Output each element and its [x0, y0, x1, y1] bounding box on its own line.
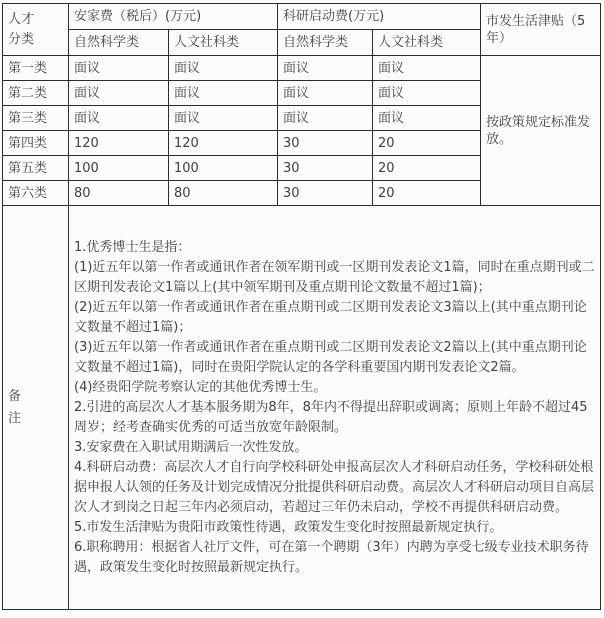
value-cell: 面议 — [373, 56, 481, 81]
value-cell: 面议 — [69, 56, 169, 81]
value-cell: 面议 — [373, 81, 481, 106]
category-cell: 第二类 — [3, 81, 69, 106]
value-cell: 80 — [169, 181, 278, 206]
category-cell: 第一类 — [3, 56, 69, 81]
value-cell: 120 — [169, 131, 278, 156]
subheader-research-natural-science: 自然科学类 — [278, 30, 373, 56]
remark-paragraph: (3)近五年以第一作者或通讯作者在重点期刊或二区期刊发表论文2篇以上(其中重点期刊论文数量不超过1篇)，同时在贵阳学院认定的各学科重要国内期刊发表论文2篇。 — [74, 339, 587, 375]
header-city-allowance: 市发生活津贴（5年） — [481, 4, 601, 56]
remark-paragraph: 5.市发生活津贴为贵阳市政策性待遇，政策发生变化时按照最新规定执行。 — [74, 519, 503, 535]
allowance-note-cell: 按政策规定标准发放。 — [481, 56, 601, 206]
remark-paragraph: (4)经贵阳学院考察认定的其他优秀博士生。 — [74, 379, 327, 395]
value-cell: 30 — [278, 181, 373, 206]
value-cell: 100 — [169, 156, 278, 181]
value-cell: 面议 — [169, 81, 278, 106]
category-cell: 第六类 — [3, 181, 69, 206]
table-row-category-1 — [3, 56, 601, 81]
remark-paragraph: 2.引进的高层次人才基本服务期为8年，8年内不得提出辞职或调离；原则上年龄不超过45周岁；经考查确实优秀的可适当放宽年龄限制。 — [74, 399, 588, 435]
remark-paragraph: 3.安家费在入职试用期满后一次性发放。 — [74, 439, 308, 455]
value-cell: 30 — [278, 131, 373, 156]
value-cell: 80 — [69, 181, 169, 206]
value-cell: 20 — [373, 156, 481, 181]
category-cell: 第三类 — [3, 106, 69, 131]
value-cell: 30 — [278, 156, 373, 181]
value-cell: 20 — [373, 131, 481, 156]
value-cell: 面议 — [373, 106, 481, 131]
remarks-row — [3, 206, 601, 610]
talent-policy-table — [2, 3, 601, 610]
value-cell: 面议 — [278, 81, 373, 106]
remarks-content-cell — [69, 206, 601, 610]
category-cell: 第五类 — [3, 156, 69, 181]
value-cell: 面议 — [278, 106, 373, 131]
remark-paragraph: (1)近五年以第一作者或通讯作者在领军期刊或一区期刊发表论文1篇，同时在重点期刊或二区期刊发表论文1篇以上(其中领军期刊及重点期刊论文数量不超过1篇)； — [74, 259, 595, 295]
remark-paragraph: 4.科研启动费：高层次人才自行向学校科研处申报高层次人才科研启动任务，学校科研处根据申报人认领的任务及计划完成情况分批提供科研启动费。高层次人才科研启动项目自高层次人才到岗之日起三年内必须启动，若超过三年仍未启动，学校不再提供科研启动费。 — [74, 459, 595, 515]
remark-paragraph: (2)近五年以第一作者或通讯作者在重点期刊或二区期刊发表论文3篇以上(其中重点期刊论文数量不超过1篇)； — [74, 299, 587, 335]
talent-category-label: 人才分类 — [8, 11, 35, 47]
remark-paragraph: 1.优秀博士生是指： — [74, 239, 191, 255]
value-cell: 面议 — [278, 56, 373, 81]
value-cell: 120 — [69, 131, 169, 156]
remark-paragraph: 6.职称聘用：根据省人社厅文件，可在第一个聘期（3年）内聘为享受七级专业技术职务待遇，政策发生变化时按照最新规定执行。 — [74, 539, 589, 575]
value-cell: 100 — [69, 156, 169, 181]
category-cell: 第四类 — [3, 131, 69, 156]
value-cell: 20 — [373, 181, 481, 206]
header-research-fund: 科研启动费(万元) — [278, 4, 481, 30]
remarks-label-cell — [3, 206, 69, 610]
value-cell: 面议 — [169, 106, 278, 131]
subheader-settling-humanities: 人文社科类 — [169, 30, 278, 56]
subheader-settling-natural-science: 自然科学类 — [69, 30, 169, 56]
subheader-research-humanities: 人文社科类 — [373, 30, 481, 56]
remarks-label: 备注 — [8, 388, 22, 426]
value-cell: 面议 — [69, 106, 169, 131]
value-cell: 面议 — [69, 81, 169, 106]
header-talent-category — [3, 4, 69, 56]
header-settling-fee: 安家费（税后）(万元) — [69, 4, 278, 30]
value-cell: 面议 — [169, 56, 278, 81]
